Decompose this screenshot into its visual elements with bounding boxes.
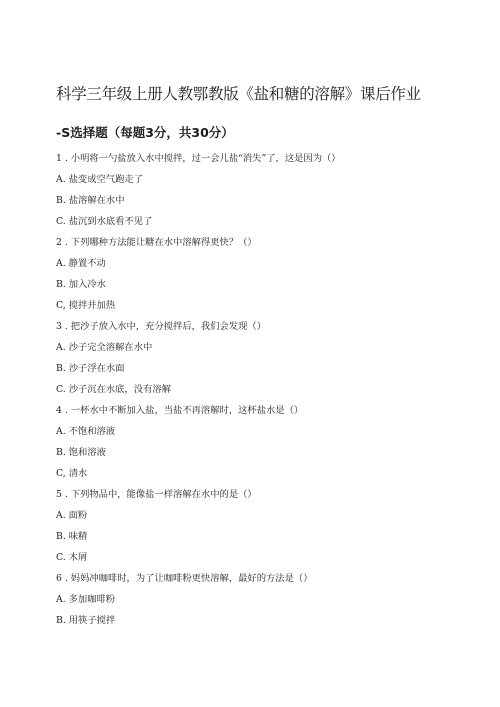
question-1-option-c: C. 盐沉到水底看不见了 bbox=[56, 216, 153, 227]
question-4-option-a: A. 不饱和溶液 bbox=[56, 426, 116, 437]
question-2-option-b: B. 加入冷水 bbox=[56, 279, 106, 290]
question-4-stem: 4 . 一杯水中不断加入盐，当盐不再溶解时，这杯盐水是（） bbox=[56, 405, 304, 416]
question-list bbox=[56, 152, 476, 635]
question-4-option-b: B. 饱和溶液 bbox=[56, 447, 106, 458]
question-2-option-c: C, 搅拌并加热 bbox=[56, 300, 116, 311]
question-5-option-b: B. 味精 bbox=[56, 531, 88, 542]
question-1-option-b: B. 盐溶解在水中 bbox=[56, 195, 125, 206]
question-1-option-a: A. 盐变成空气跑走了 bbox=[56, 174, 143, 185]
question-4-option-c: C, 清水 bbox=[56, 468, 88, 479]
question-3-option-b: B. 沙子浮在水面 bbox=[56, 363, 125, 374]
question-6-option-a: A. 多加咖啡粉 bbox=[56, 594, 116, 605]
question-5-option-a: A. 面粉 bbox=[56, 510, 88, 521]
question-6-stem: 6 . 妈妈冲咖啡时，为了让咖啡粉更快溶解，最好的方法是（） bbox=[56, 573, 313, 584]
question-3-option-c: C. 沙子沉在水底，没有溶解 bbox=[56, 384, 171, 395]
question-3-stem: 3 . 把沙子放入水中，充分搅拌后，我们会发现（） bbox=[56, 321, 267, 332]
section-heading: -S选择题（每题3分，共30分） bbox=[56, 125, 234, 140]
question-2-stem: 2 . 下列哪种方法能让糖在水中溶解得更快？（） bbox=[56, 237, 257, 248]
document-title: 科学三年级上册人教鄂教版《盐和糖的溶解》课后作业 bbox=[56, 85, 421, 103]
question-2-option-a: A. 静置不动 bbox=[56, 258, 106, 269]
question-3-option-a: A. 沙子完全溶解在水中 bbox=[56, 342, 153, 353]
question-1-stem: 1 . 小明将一勺盐放入水中搅拌，过一会儿盐“消失”了，这是因为（） bbox=[56, 153, 341, 164]
question-5-option-c: C. 木屑 bbox=[56, 552, 88, 563]
question-5-stem: 5 . 下列物品中，能像盐一样溶解在水中的是（） bbox=[56, 489, 257, 500]
question-6-option-b: B. 用筷子搅拌 bbox=[56, 615, 116, 626]
